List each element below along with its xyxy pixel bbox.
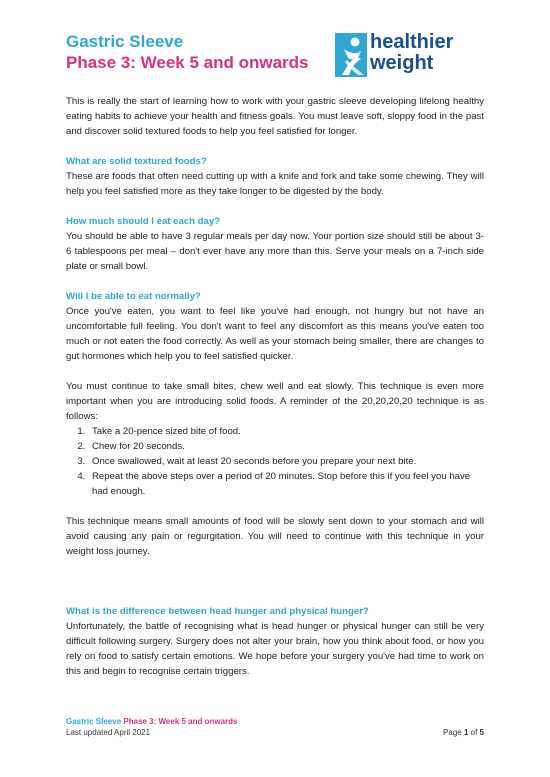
logo-text-line-1: healthier [370, 31, 454, 53]
page-current: 1 [463, 728, 469, 737]
healthier-weight-logo [335, 33, 495, 77]
section-heading-solid-foods: What are solid textured foods? [66, 156, 207, 167]
section-body-eat-normally-3: This technique means small amounts of food will be slowly sent down to your stomach and will avoid causing any pain or regurgitation. You will need to continue with this technique in your weight loss journey. [66, 516, 484, 557]
section-body-eat-normally-2: You must continue to take small bites, chew well and eat slowly. This technique is even more important when you are introducing solid foods. A reminder of the 20,20,20,20 technique is as follows: [66, 381, 484, 422]
section-heading-eat-normally: Will I be able to eat normally? [66, 291, 201, 302]
page-of: of [470, 728, 478, 737]
title-line-1: Gastric Sleeve [66, 32, 184, 51]
list-item: 1. Take a 20-pence sized bite of food. [88, 424, 484, 439]
footer-title-b: Phase 3: Week 5 and onwards [123, 717, 238, 726]
intro-paragraph: This is really the start of learning how to work with your gastric sleeve developing lifelong healthy eating habits to achieve your health and fitness goals. You must leave soft, sloppy food in the past and discover solid textured foods to help you feel satisfied for longer. [66, 96, 484, 137]
logo-wordmark [370, 32, 453, 74]
document-body [66, 94, 484, 679]
footer-meta [66, 727, 484, 738]
page-number [443, 727, 484, 738]
section-body-eat-normally-1: Once you've eaten, you want to feel like you've had enough, not hungry but not have an uncomfortable full feeling. You don't want to feel any discomfort as this means you've eaten too much or not eaten the food correctly. As well as your stomach being smaller, there are changes to gut hormones which help you to feel satisfied quicker. [66, 306, 484, 362]
footer-title-a: Gastric Sleeve [66, 717, 122, 726]
section-heading-how-much: How much should I eat each day? [66, 216, 221, 227]
list-item: 3. Once swallowed, wait at least 20 seconds before you prepare your next bite. [88, 454, 484, 469]
title-line-2: Phase 3: Week 5 and onwards [66, 53, 309, 72]
document-title [66, 31, 309, 73]
section-heading-hunger: What is the difference between head hunger and physical hunger? [66, 606, 369, 617]
section-body-hunger: Unfortunately, the battle of recognising what is head hunger or physical hunger can still be very difficult following surgery. Surgery does not alter your brain, how you think about food, or how you rely on food to satisfy certain emotions. We hope before your surgery you've had time to work on this and begin to recognise certain triggers. [66, 621, 484, 677]
section-body-how-much: You should be able to have 3 regular meals per day now. Your portion size should still be about 3-6 tablespoons per meal – don't ever have any more than this. Serve your meals on a 7-inch side plate or small bowl. [66, 231, 484, 272]
section-body-solid-foods: These are foods that often need cutting up with a knife and fork and take some chewing. They will help you feel satisfied more as they take longer to be digested by the body. [66, 171, 484, 197]
technique-steps-list [66, 424, 484, 499]
page-word: Page [443, 728, 462, 737]
page-total: 5 [479, 728, 484, 737]
logo-mark-icon [335, 33, 367, 77]
last-updated: Last updated April 2021 [66, 728, 151, 737]
footer-title [66, 716, 484, 727]
list-item: 2. Chew for 20 seconds. [88, 439, 484, 454]
logo-text-line-2: weight [370, 52, 434, 74]
page-footer [66, 716, 484, 738]
list-item: 4. Repeat the above steps over a period of 20 minutes. Stop before this if you feel you have had enough. [88, 469, 484, 499]
